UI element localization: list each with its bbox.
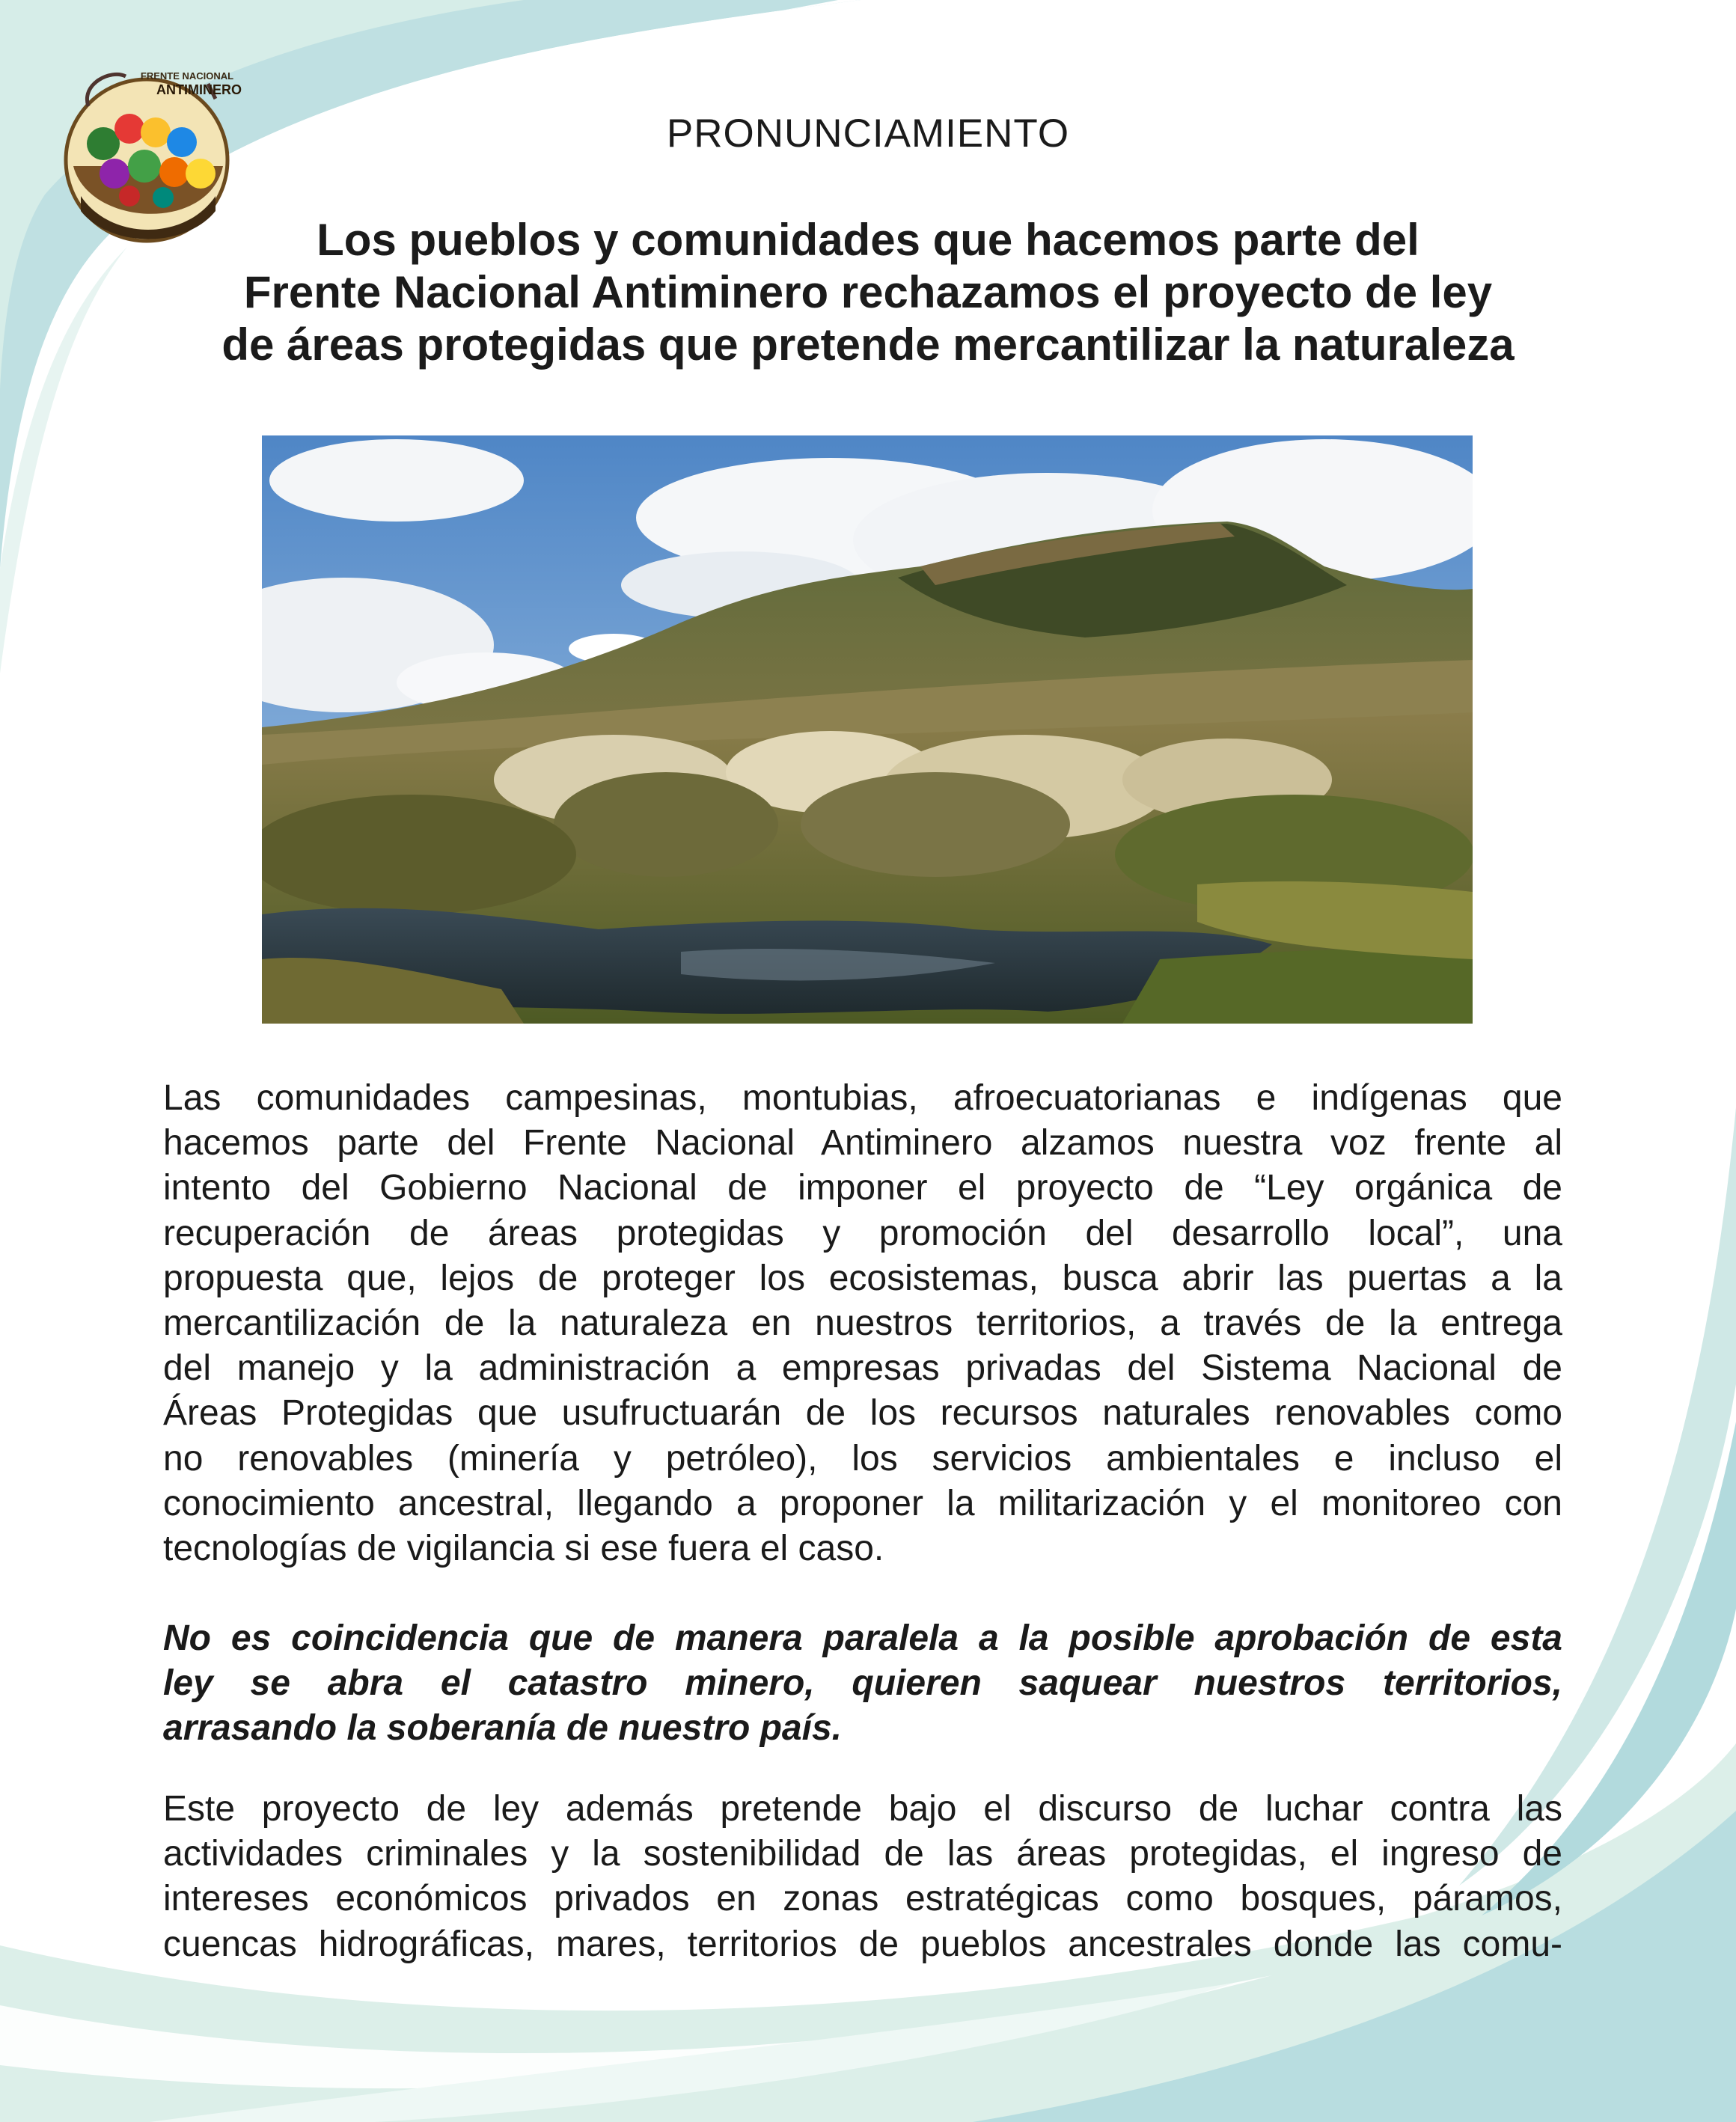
headline-line-3: de áreas protegidas que pretende mercantilizar la naturaleza [221, 319, 1515, 370]
logo-org-line1: FRENTE NACIONAL [140, 70, 234, 82]
paragraph-1 [163, 1076, 1562, 1571]
p2-line-3: arrasando la soberanía de nuestro país. [163, 1708, 842, 1749]
p1-line-2: hacemos parte del Frente Nacional Antiminero alzamos nuestra voz frente al [163, 1123, 1562, 1164]
paragraph-3 [163, 1787, 1562, 1967]
logo-org-line2: ANTIMINERO [156, 82, 242, 97]
p2-line-1: No es coincidencia que de manera paralela a la posible aprobación de esta [163, 1618, 1562, 1658]
document-kicker: PRONUNCIAMIENTO [666, 111, 1070, 156]
p1-line-8: Áreas Protegidas que usufructuarán de los recursos naturales renovables como [163, 1393, 1562, 1434]
paramo-landscape-photo [262, 435, 1473, 1024]
p1-line-9: no renovables (minería y petróleo), los servicios ambientales e incluso el [163, 1438, 1562, 1479]
p2-line-2: ley se abra el catastro minero, quieren saquear nuestros territorios, [163, 1663, 1562, 1704]
paragraph-2-emphasis [163, 1616, 1562, 1752]
p3-line-1: Este proyecto de ley además pretende bajo el discurso de luchar contra las [163, 1789, 1562, 1829]
p3-line-4: cuencas hidrográficas, mares, territorios de pueblos ancestrales donde las comu- [163, 1924, 1562, 1964]
headline-line-2: Frente Nacional Antiminero rechazamos el proyecto de ley [243, 267, 1493, 317]
p1-line-10: conocimiento ancestral, llegando a proponer la militarización y el monitoreo con [163, 1483, 1562, 1523]
p1-line-6: mercantilización de la naturaleza en nuestros territorios, a través de la entrega [163, 1303, 1562, 1344]
p3-line-2: actividades criminales y la sostenibilidad de las áreas protegidas, el ingreso de [163, 1834, 1562, 1874]
p3-line-3: intereses económicos privados en zonas estratégicas como bosques, páramos, [163, 1879, 1562, 1919]
p1-line-1: Las comunidades campesinas, montubias, afroecuatorianas e indígenas que [163, 1078, 1562, 1118]
p1-line-3: intento del Gobierno Nacional de imponer el proyecto de “Ley orgánica de [163, 1168, 1562, 1208]
p1-line-7: del manejo y la administración a empresas privadas del Sistema Nacional de [163, 1348, 1562, 1389]
p1-line-4: recuperación de áreas protegidas y promoción del desarrollo local”, una [163, 1213, 1562, 1253]
p1-line-5: propuesta que, lejos de proteger los ecosistemas, busca abrir las puertas a la [163, 1258, 1562, 1298]
headline-line-1: Los pueblos y comunidades que hacemos parte del [317, 215, 1419, 265]
document-headline [150, 214, 1586, 371]
p1-line-11: tecnologías de vigilancia si ese fuera el caso. [163, 1529, 884, 1569]
